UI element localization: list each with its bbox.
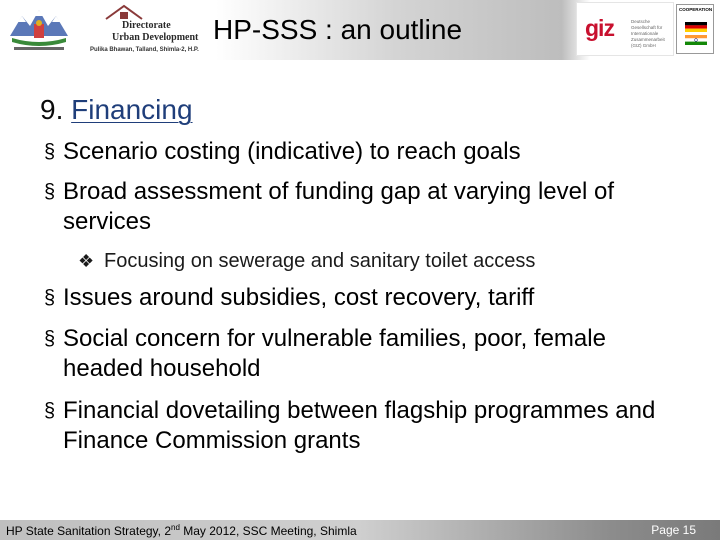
section-heading xyxy=(40,94,193,126)
bullet-item xyxy=(44,177,714,237)
cooperation-badge xyxy=(676,4,714,54)
slide-title: HP-SSS : an outline xyxy=(213,14,463,45)
diamond-bullet-icon: ❖ xyxy=(78,251,95,271)
giz-wordmark: giz xyxy=(585,15,614,41)
dept-address: Pulika Bhawan, Talland, Shimla-2, H.P. xyxy=(90,47,199,53)
bullet-text: Broad assessment of funding gap at varying level of services xyxy=(63,178,614,235)
page-number: Page 15 xyxy=(651,523,696,537)
bullet-marker: § xyxy=(44,287,56,309)
bullet-text: Issues around subsidies, cost recovery, tariff xyxy=(63,284,535,311)
slide-footer xyxy=(0,520,720,540)
india-flag-icon xyxy=(685,35,707,45)
footer-caption-end: May 2012, SSC Meeting, Shimla xyxy=(179,524,357,538)
bullet-text: Scenario costing (indicative) to reach goals xyxy=(63,138,521,165)
bullet-text: Financial dovetailing between flagship programmes and Finance Commission grants xyxy=(63,397,656,454)
giz-logo xyxy=(576,2,674,56)
footer-caption-start: HP State Sanitation Strategy, 2 xyxy=(6,524,171,538)
giz-tagline: Deutsche Gesellschaft für Internationale Zusammenarbeit (GIZ) GmbH xyxy=(631,19,665,48)
section-title: Financing xyxy=(71,94,193,125)
bullet-item xyxy=(44,283,714,313)
footer-caption xyxy=(6,523,357,538)
germany-flag-icon xyxy=(685,22,707,32)
bullet-marker: § xyxy=(44,328,56,350)
footer-caption-ordinal: nd xyxy=(171,523,180,532)
bullet-marker: § xyxy=(44,141,56,163)
slide-header xyxy=(0,0,720,60)
sub-bullet-text: Focusing on sewerage and sanitary toilet access xyxy=(104,250,536,272)
sub-bullet-item xyxy=(78,248,536,274)
dept-name-line1: Directorate xyxy=(122,20,171,31)
section-number: 9. xyxy=(40,94,64,125)
directorate-logo xyxy=(82,2,210,58)
cooperation-label: COOPERATION xyxy=(679,7,713,12)
bullet-text: Social concern for vulnerable families, poor, female headed household xyxy=(63,325,606,382)
bullet-marker: § xyxy=(44,400,56,422)
building-icon xyxy=(104,4,144,20)
bullet-item xyxy=(44,137,714,167)
bullet-item xyxy=(44,396,714,456)
dept-name-line2: Urban Development xyxy=(112,32,199,43)
himachal-emblem-icon xyxy=(6,6,72,54)
bullet-item xyxy=(44,324,714,384)
bullet-marker: § xyxy=(44,181,56,203)
